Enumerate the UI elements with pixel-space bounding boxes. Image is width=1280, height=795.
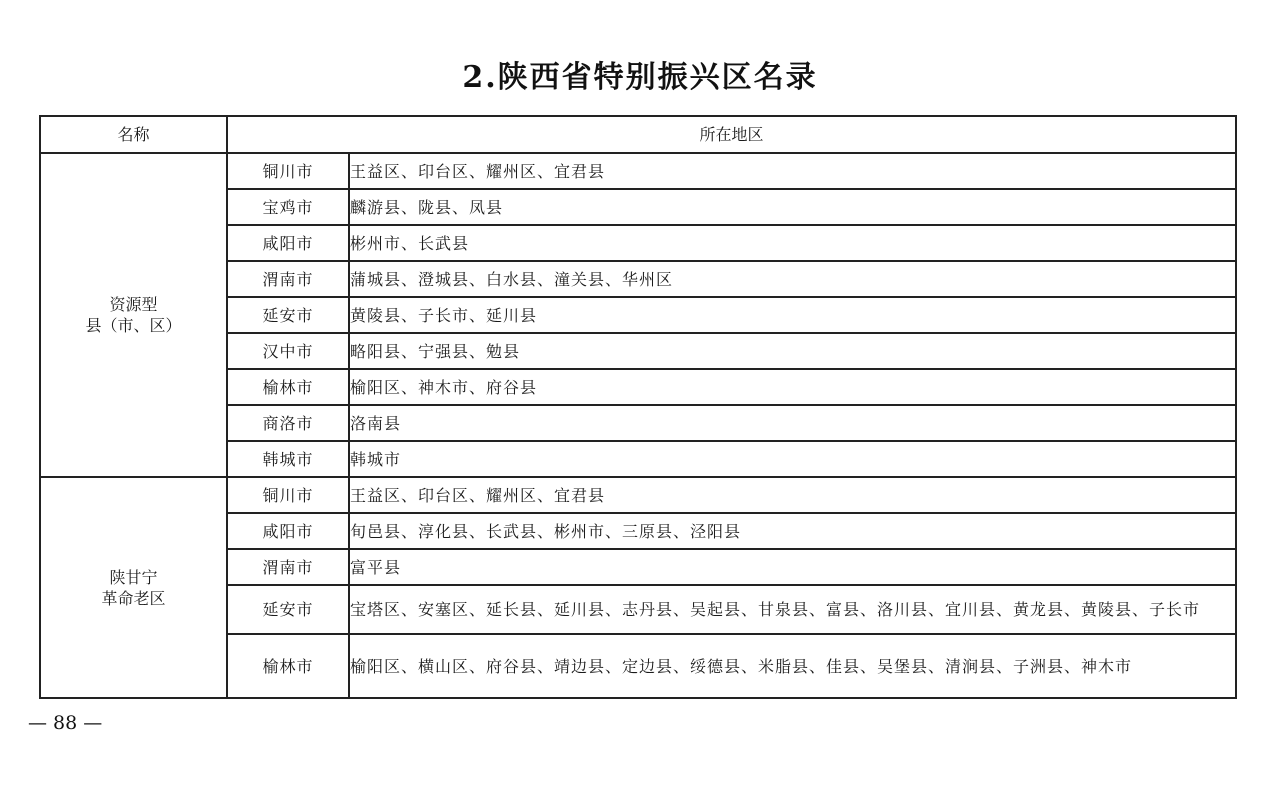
group-name-line2: 革命老区 <box>101 588 166 608</box>
group-name-line1: 资源型 <box>109 295 158 314</box>
areas-cell: 榆阳区、神木市、府谷县 <box>349 369 1236 405</box>
city-cell: 咸阳市 <box>227 225 349 261</box>
group-name-line2: 县（市、区） <box>85 316 182 335</box>
areas-cell: 麟游县、陇县、凤县 <box>349 189 1236 225</box>
city-cell: 铜川市 <box>227 153 349 189</box>
city-cell: 延安市 <box>227 297 349 333</box>
special-revitalization-table <box>39 115 1237 699</box>
areas-cell: 彬州市、长武县 <box>349 225 1236 261</box>
city-cell: 铜川市 <box>227 477 349 513</box>
city-cell: 汉中市 <box>227 333 349 369</box>
header-region: 所在地区 <box>227 116 1236 153</box>
areas-cell: 王益区、印台区、耀州区、宜君县 <box>349 477 1236 513</box>
table-row <box>40 477 1236 513</box>
page-number: — 88 — <box>28 712 103 734</box>
table-header-row <box>40 116 1236 153</box>
areas-cell: 王益区、印台区、耀州区、宜君县 <box>349 153 1236 189</box>
areas-cell: 略阳县、宁强县、勉县 <box>349 333 1236 369</box>
areas-cell: 宝塔区、安塞区、延长县、延川县、志丹县、吴起县、甘泉县、富县、洛川县、宜川县、黄龙县、黄陵县、子长市 <box>349 585 1236 634</box>
header-name: 名称 <box>40 116 227 153</box>
group-name-line1: 陕甘宁 <box>109 567 158 587</box>
group-name-resource <box>40 153 227 477</box>
areas-cell: 韩城市 <box>349 441 1236 477</box>
city-cell: 渭南市 <box>227 549 349 585</box>
group-name-revolutionary <box>40 477 227 698</box>
areas-cell: 榆阳区、横山区、府谷县、靖边县、定边县、绥德县、米脂县、佳县、吴堡县、清涧县、子洲县、神木市 <box>349 634 1236 698</box>
table-row <box>40 153 1236 189</box>
city-cell: 韩城市 <box>227 441 349 477</box>
city-cell: 延安市 <box>227 585 349 634</box>
city-cell: 榆林市 <box>227 369 349 405</box>
areas-cell: 洛南县 <box>349 405 1236 441</box>
areas-cell: 旬邑县、淳化县、长武县、彬州市、三原县、泾阳县 <box>349 513 1236 549</box>
city-cell: 榆林市 <box>227 634 349 698</box>
city-cell: 咸阳市 <box>227 513 349 549</box>
areas-cell: 蒲城县、澄城县、白水县、潼关县、华州区 <box>349 261 1236 297</box>
page-title: 2.陕西省特别振兴区名录 <box>462 60 818 95</box>
city-cell: 商洛市 <box>227 405 349 441</box>
areas-cell: 黄陵县、子长市、延川县 <box>349 297 1236 333</box>
city-cell: 宝鸡市 <box>227 189 349 225</box>
city-cell: 渭南市 <box>227 261 349 297</box>
areas-cell: 富平县 <box>349 549 1236 585</box>
